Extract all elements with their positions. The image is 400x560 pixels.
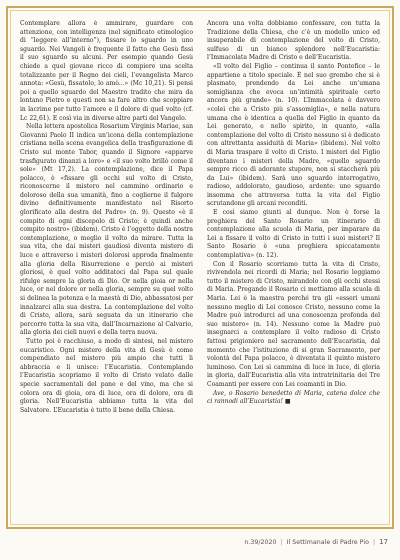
footer-separator: | [280, 538, 283, 546]
footer-separator: | [372, 538, 376, 546]
paragraph: Ancora una volta dobbiamo confessare, con tutta la Tradizione della Chiesa, che c’è un modello unico ed insuperabile di contemplazione del volto di Cristo, sulfuso di un bianco splendore nell’Eucaristia: l’Immacolata Madre di Cristo e dell’Eucaristia. [207, 20, 380, 62]
paragraph: Contemplare allora è ammirare, guardare con attenzione, con intelligenza (nel significato etimologico di “leggere all’interno”), fissare lo sguardo in uno sguardo. Nei Vangeli è frequente il fatto che Gesù fissi il suo sguardo su alcuni. Per esempio quando Gesù chiede a quel giovane ricco di compiere una scelta totalizzante per il Regno dei cieli, l’evangelista Marco annota: «Gesù, fissatolo, lo amò...» (Mc 10,21). Si pensi poi a quello sguardo del Maestro tradito che mira da lontano Pietro e questi non sa fare altro che scoppiare in lacrime per tutto l’amore e il dolore di quel volto (cf. Lc 22,61). E così via in diverse altre parti del Vangelo. [20, 20, 193, 122]
issue-number: n.39/2020 [244, 538, 277, 546]
publication-name: Il Settimanale di Padre Pio [286, 538, 369, 546]
article-body [20, 20, 380, 522]
page-number: 17 [379, 538, 388, 546]
paragraph: «Il volto del Figlio – continua il santo Pontefice – le appartiene a titolo speciale. È nel suo grembo che si è plasmato, prendendo da Lei anche un’umana somiglianza che evoca un’intimità spirituale certo ancora più grande» (n. 10). L’Immacolata è davvero «colei che a Cristo più s’assomiglia», e nella natura umana che è identica a quella del Figlio in quanto da Lei generato, e nello spirito, in quanto, «alla contemplazione del volto di Cristo nessuno si è dedicato con altrettanta assiduità di Maria» (ibidem). Nel volto di Maria traspare il volto di Cristo. I misteri del Figlio diventano i misteri della Madre, «quello sguardo sempre ricco di adorante stupore, non si staccherà più da Lui» (ibidem). Sarà uno sguardo interrogativo, radioso, addolorato, gaudioso, ardente: uno sguardo insomma che attraversa tutta la vita del Figlio scrutandone gli arcani reconditi. [207, 62, 380, 208]
paragraph: Con il Rosario scorriamo tutta la vita di Cristo, rivivendola nei ricordi di Maria; nel Rosario leggiamo tutto il mistero di Cristo, mirandolo con gli occhi stessi di Maria. Pregando il Rosario ci mettiamo alla scuola di Maria. Lei è la maestra perché tra gli «esseri umani nessuno meglio di Lei conosce Cristo, nessuno come la Madre può introdurci ad una conoscenza profonda del suo mistero» (n. 14). Nessuno come la Madre può insegnarci a contemplare il volto radioso di Cristo fattosi prigioniero nel sacramento dell’Eucaristia, dal momento che l’istituzione di si gran Sacramento, per volontà del Papa polacco, è diventata il quinto mistero luminoso. Con Lei si cammina di luce in luce, di gloria in gloria, dall’Eucaristia alla vita intratrinitaria dei Tre Coamanti per essere con Lei coamanti in Dio. [207, 260, 380, 388]
paragraph: Tutto poi è racchiuso, a modo di sintesi, nel mistero eucaristico. Ogni mistero della vita di Gesù è come compendiato nel mistero più ampio che tutti li abbraccia e li unisce: l’Eucaristia. Contemplando l’Eucaristia scopriamo il volto di Cristo velato dalle specie sacramentali del pane e del vino, ma che si colora ora di gioia, ora di luce, ora di dolore, ora di gloria. Nell’Eucaristia abbiamo tutta la vita del Salvatore. L’Eucaristia è tutto il bene della Chiesa. [20, 337, 193, 414]
paragraph: E così siamo giunti al dunque. Non è forse la preghiera del Santo Rosario un itinerario di contemplazione alla scuola di Maria, per imparare da Lei a fissare il volto di Cristo in tutti i suoi misteri? Il Santo Rosario è «una preghiera spiccatamente contemplativa» (n. 12). [207, 209, 380, 260]
column-right [207, 20, 380, 522]
column-left [20, 20, 193, 522]
closing-line: Ave, o Rosario benedetto di Maria, catena dolce che ci rannodi all’Eucaristia! ■ [207, 389, 380, 406]
paragraph: Nella lettera apostolica Rosarium Virginis Mariae, san Giovanni Paolo II indica un’icona della contemplazione cristiana nella scena evangelica della trasfigurazione di Cristo sul monte Tabor, quando il Signore «apparve trasfigurato dinanzi a loro» e «il suo volto brillò come il sole» (Mt 17,2). La contemplazione, dice il Papa polacco, è «fissare gli occhi sul volto di Cristo, riconoscerne il mistero nel cammino ordinario e doloroso della sua umanità, fino a coglierne il fulgore divino definitivamente manifestato nel Risorto glorificato alla destra del Padre» (n. 9). Questo «è il compito di ogni discepolo di Cristo; è quindi anche compito nostro» (ibidem). Cristo è l’oggetto della nostra contemplazione, o meglio il volto da mirare. Tutta la sua vita, che dai misteri gaudiosi diventa mistero di luce e attraverso i misteri dolorosi approda finalmente alla gloria della Risurrezione e perciò ai misteri gloriosi, è quel volto additatoci dal Papa sul quale rifulge sempre la gloria di Dio. Or nella gioia or nella luce, or nel dolore or nella gloria, sempre su quel volto si delinea la potenza e la maestà di Dio, abbassatosi per innalzarci alla sua destra. La contemplazione del volto di Cristo, allora, sarà seguata da un itinerario che percorre tutta la sua vita, dall’Incarnazione al Calvario, alla gloria dei cieli nuovi e della terra nuova. [20, 123, 193, 337]
page-footer [0, 538, 388, 546]
